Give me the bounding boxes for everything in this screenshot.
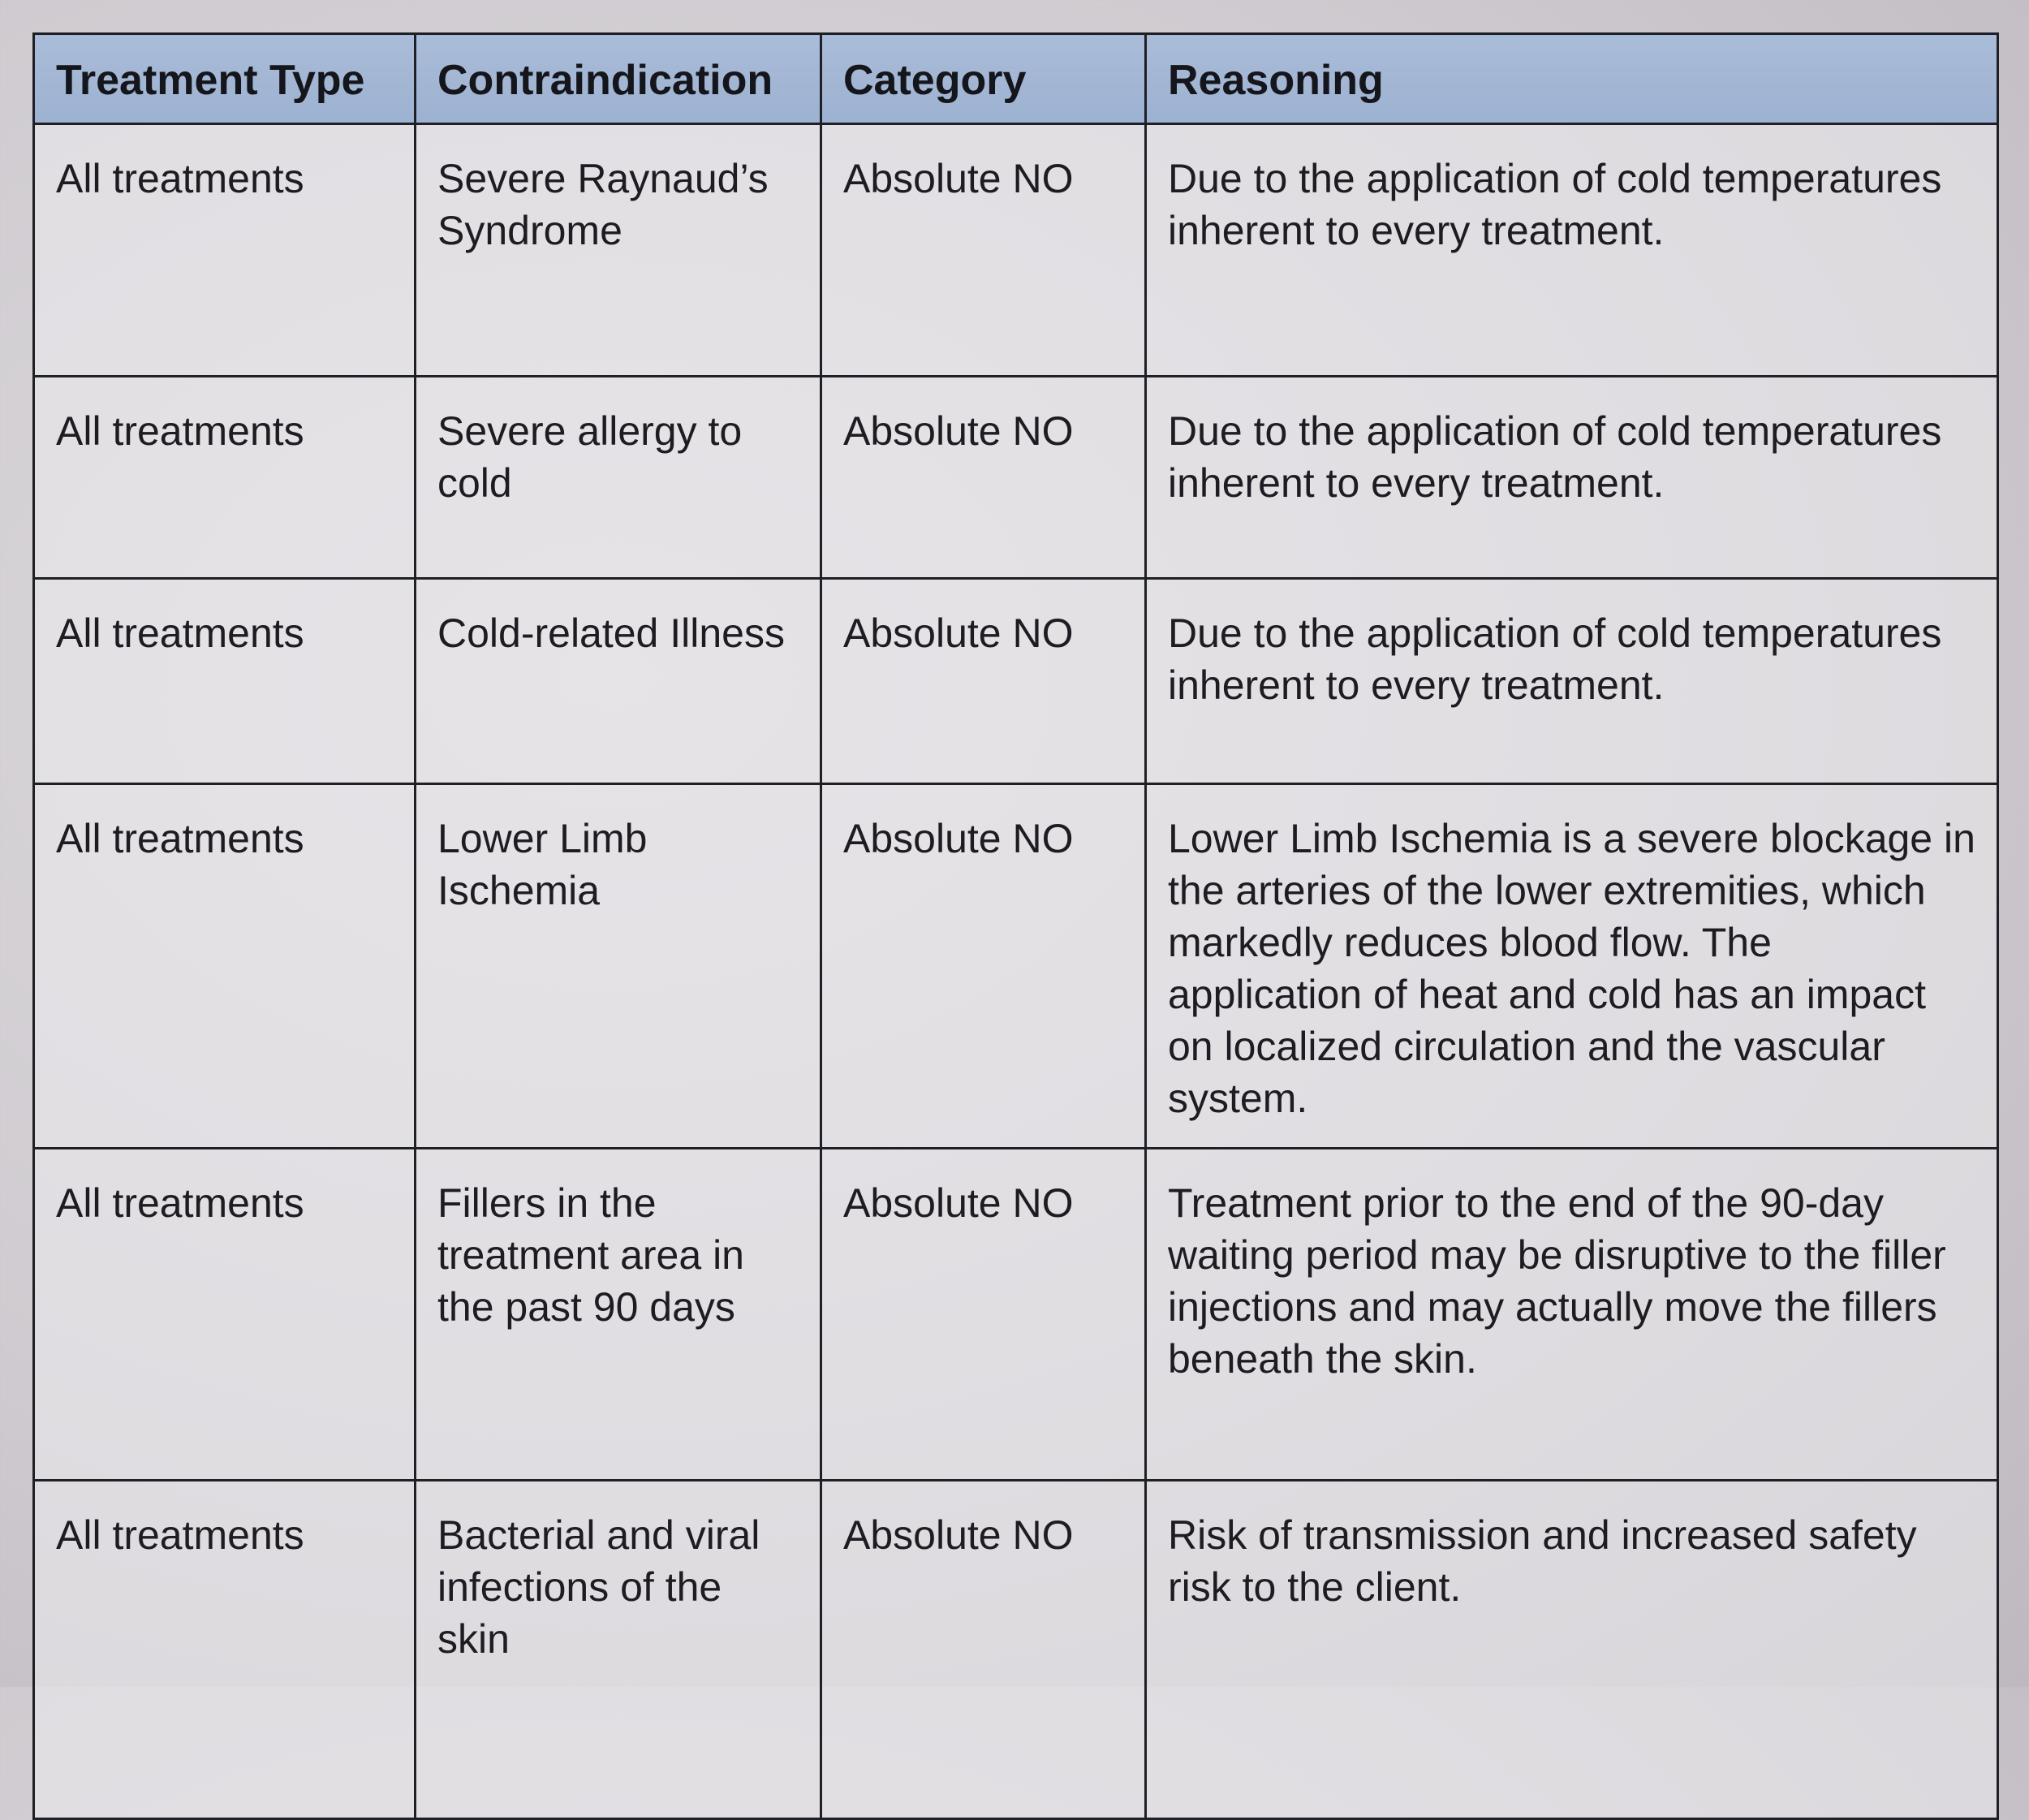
header-row <box>34 34 1998 124</box>
table-row <box>34 1149 1998 1481</box>
cell-treatment-type: All treatments <box>34 579 416 784</box>
cell-treatment-type: All treatments <box>34 377 416 579</box>
cell-contraindication: Fillers in the treatment area in the past 90 days <box>416 1149 821 1481</box>
cell-reasoning: Due to the application of cold temperatures inherent to every treatment. <box>1146 579 1998 784</box>
cell-reasoning: Lower Limb Ischemia is a severe blockage in the arteries of the lower extremities, which markedly reduces blood flow. The application of heat and cold has an impact on localized circulation and the vascular system. <box>1146 784 1998 1149</box>
cell-category: Absolute NO <box>821 579 1146 784</box>
table-row <box>34 1481 1998 1819</box>
header-category: Category <box>821 34 1146 124</box>
header-treatment-type: Treatment Type <box>34 34 416 124</box>
table-row <box>34 784 1998 1149</box>
header-reasoning: Reasoning <box>1146 34 1998 124</box>
cell-category: Absolute NO <box>821 1149 1146 1481</box>
cell-reasoning: Due to the application of cold temperatures inherent to every treatment. <box>1146 124 1998 377</box>
cell-category: Absolute NO <box>821 124 1146 377</box>
cell-treatment-type: All treatments <box>34 124 416 377</box>
header-contraindication: Contraindication <box>416 34 821 124</box>
cell-contraindication: Bacterial and viral infections of the skin <box>416 1481 821 1819</box>
contraindications-table <box>32 32 1999 1820</box>
cell-reasoning: Due to the application of cold temperatures inherent to every treatment. <box>1146 377 1998 579</box>
cell-category: Absolute NO <box>821 1481 1146 1819</box>
cell-contraindication: Severe allergy to cold <box>416 377 821 579</box>
cell-category: Absolute NO <box>821 784 1146 1149</box>
cell-category: Absolute NO <box>821 377 1146 579</box>
cell-treatment-type: All treatments <box>34 1481 416 1819</box>
contraindications-table-container <box>32 32 1997 1820</box>
table-row <box>34 124 1998 377</box>
cell-treatment-type: All treatments <box>34 784 416 1149</box>
table-row <box>34 579 1998 784</box>
cell-reasoning: Risk of transmission and increased safety risk to the client. <box>1146 1481 1998 1819</box>
cell-reasoning: Treatment prior to the end of the 90-day waiting period may be disruptive to the filler injections and may actually move the fillers beneath the skin. <box>1146 1149 1998 1481</box>
cell-contraindication: Cold-related Illness <box>416 579 821 784</box>
cell-treatment-type: All treatments <box>34 1149 416 1481</box>
cell-contraindication: Severe Raynaud’s Syndrome <box>416 124 821 377</box>
cell-contraindication: Lower Limb Ischemia <box>416 784 821 1149</box>
table-row <box>34 377 1998 579</box>
